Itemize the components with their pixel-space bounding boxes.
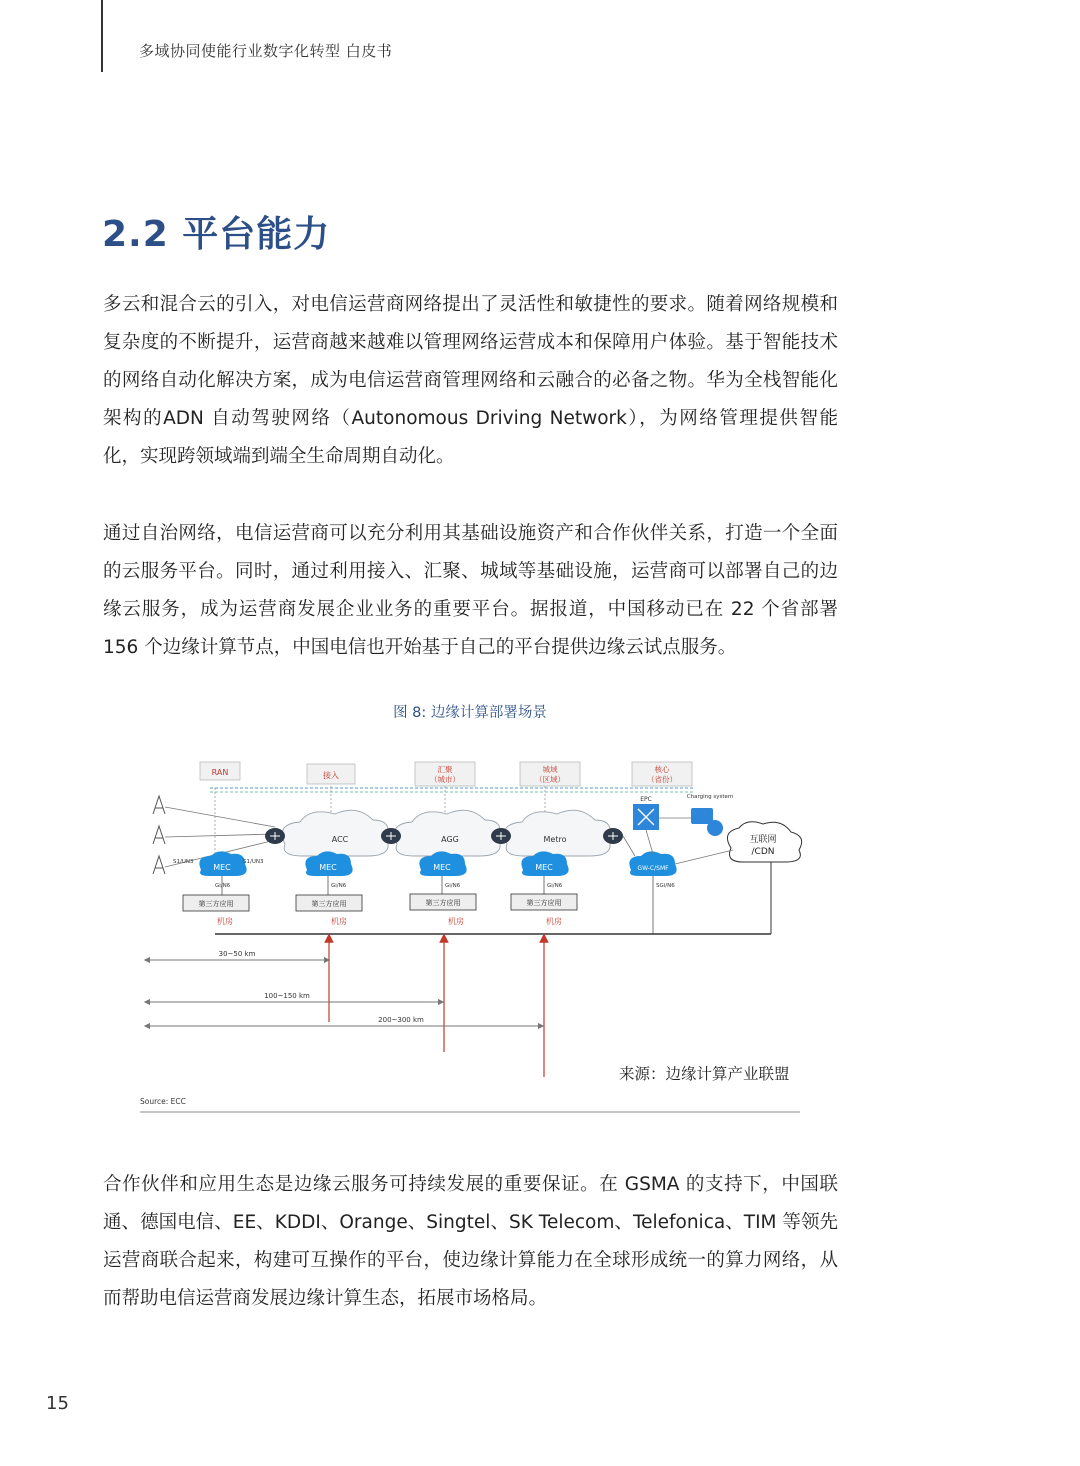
cloud-acc bbox=[282, 810, 388, 856]
svg-text:（区域）: （区域） bbox=[535, 775, 565, 784]
header-rule bbox=[101, 0, 103, 72]
svg-text:/CDN: /CDN bbox=[751, 847, 775, 857]
svg-text:第三方应用: 第三方应用 bbox=[526, 899, 562, 907]
svg-text:Gi/N6: Gi/N6 bbox=[547, 883, 563, 889]
svg-text:MEC: MEC bbox=[213, 863, 231, 872]
paragraph-2: 通过自治网络，电信运营商可以充分利用其基础设施资产和合作伙伴关系，打造一个全面的云服务平台。同时，通过利用接入、汇聚、城域等基础设施，运营商可以部署自己的边缘云服务，成为运营商发展企业业务的重要平台。据报道，中国移动已在 22 个省部署 156 个边缘计算节点，中国电信也开始基于自己的平台提供边缘云试点服务。 bbox=[103, 523, 838, 658]
layer-label-metro bbox=[520, 762, 580, 786]
third-party-app-box bbox=[183, 894, 577, 911]
svg-text:机房: 机房 bbox=[331, 917, 347, 926]
running-header: 多域协同使能行业数字化转型 白皮书 bbox=[139, 42, 393, 60]
svg-text:机房: 机房 bbox=[217, 917, 233, 926]
base-station-icon bbox=[153, 796, 165, 874]
cloud-metro bbox=[504, 810, 610, 856]
internet-cdn-cloud bbox=[727, 822, 801, 862]
svg-text:Gi/N6: Gi/N6 bbox=[445, 883, 461, 889]
svg-text:100~150 km: 100~150 km bbox=[264, 992, 310, 1000]
svg-text:（省份）: （省份） bbox=[647, 775, 677, 784]
svg-text:接入: 接入 bbox=[323, 771, 339, 780]
svg-text:SGi/N6: SGi/N6 bbox=[656, 883, 675, 889]
section-title: 2.2 平台能力 bbox=[102, 214, 331, 255]
svg-text:EPC: EPC bbox=[640, 796, 652, 803]
svg-text:200~300 km: 200~300 km bbox=[378, 1016, 424, 1024]
svg-text:汇聚: 汇聚 bbox=[437, 765, 453, 774]
cloud-agg bbox=[394, 810, 500, 856]
svg-text:ACC: ACC bbox=[331, 835, 349, 844]
svg-text:（城市）: （城市） bbox=[430, 775, 460, 784]
distance-markers bbox=[147, 950, 541, 1026]
svg-text:Gi/N6: Gi/N6 bbox=[215, 883, 231, 889]
page-number: 15 bbox=[46, 1393, 69, 1414]
figure-inner-source: Source: ECC bbox=[140, 1097, 186, 1106]
svg-text:核心: 核心 bbox=[654, 765, 670, 774]
svg-text:S1/UN3: S1/UN3 bbox=[173, 859, 194, 865]
svg-text:30~50 km: 30~50 km bbox=[218, 950, 256, 958]
svg-text:S1/UN3: S1/UN3 bbox=[243, 859, 264, 865]
svg-text:第三方应用: 第三方应用 bbox=[311, 900, 347, 908]
svg-text:Charging system: Charging system bbox=[686, 794, 734, 800]
layer-label-ran bbox=[200, 762, 240, 780]
svg-text:MEC: MEC bbox=[535, 863, 553, 872]
gw-smf-cloud bbox=[629, 851, 676, 876]
epc-icon bbox=[633, 796, 659, 830]
layer-label-access bbox=[307, 764, 355, 784]
layer-label-core bbox=[632, 762, 692, 786]
svg-text:GW-C/SMF: GW-C/SMF bbox=[637, 865, 669, 872]
svg-text:RAN: RAN bbox=[211, 768, 229, 777]
svg-text:机房: 机房 bbox=[546, 917, 562, 926]
svg-text:MEC: MEC bbox=[433, 863, 451, 872]
charging-system-icon bbox=[687, 794, 734, 836]
svg-text:MEC: MEC bbox=[319, 863, 337, 872]
machine-room-label bbox=[217, 916, 562, 926]
paragraph-3: 合作伙伴和应用生态是边缘云服务可持续发展的重要保证。在 GSMA 的支持下，中国联通、德国电信、EE、KDDI、Orange、Singtel、SK Telecom、Telefonica、TIM 等领先运营商联合起来，构建可互操作的平台，使边缘计算能力在全球形成统一的算力网络，从而帮助电信运营商发展边缘计算生态，拓展市场格局。 bbox=[103, 1174, 838, 1309]
paragraph-1: 多云和混合云的引入，对电信运营商网络提出了灵活性和敏捷性的要求。随着网络规模和复杂度的不断提升，运营商越来越难以管理网络运营成本和保障用户体验。基于智能技术的网络自动化解决方案，成为电信运营商管理网络和云融合的必备之物。华为全栈智能化架构的ADN 自动驾驶网络（Autonomous Driving Network），为网络管理提供智能化，实现跨领域端到端全生命周期自动化。 bbox=[103, 294, 838, 467]
figure-caption: 图 8: 边缘计算部署场景 bbox=[393, 705, 547, 721]
svg-text:第三方应用: 第三方应用 bbox=[198, 900, 234, 908]
svg-text:城域: 城域 bbox=[542, 765, 558, 774]
svg-text:Gi/N6: Gi/N6 bbox=[331, 883, 347, 889]
figure-source: 来源：边缘计算产业联盟 bbox=[619, 1065, 790, 1083]
svg-text:互联网: 互联网 bbox=[749, 835, 777, 845]
svg-text:第三方应用: 第三方应用 bbox=[425, 899, 461, 907]
layer-label-aggregation bbox=[415, 762, 475, 786]
svg-text:AGG: AGG bbox=[441, 835, 459, 844]
svg-text:机房: 机房 bbox=[448, 917, 464, 926]
svg-text:Metro: Metro bbox=[543, 835, 567, 844]
